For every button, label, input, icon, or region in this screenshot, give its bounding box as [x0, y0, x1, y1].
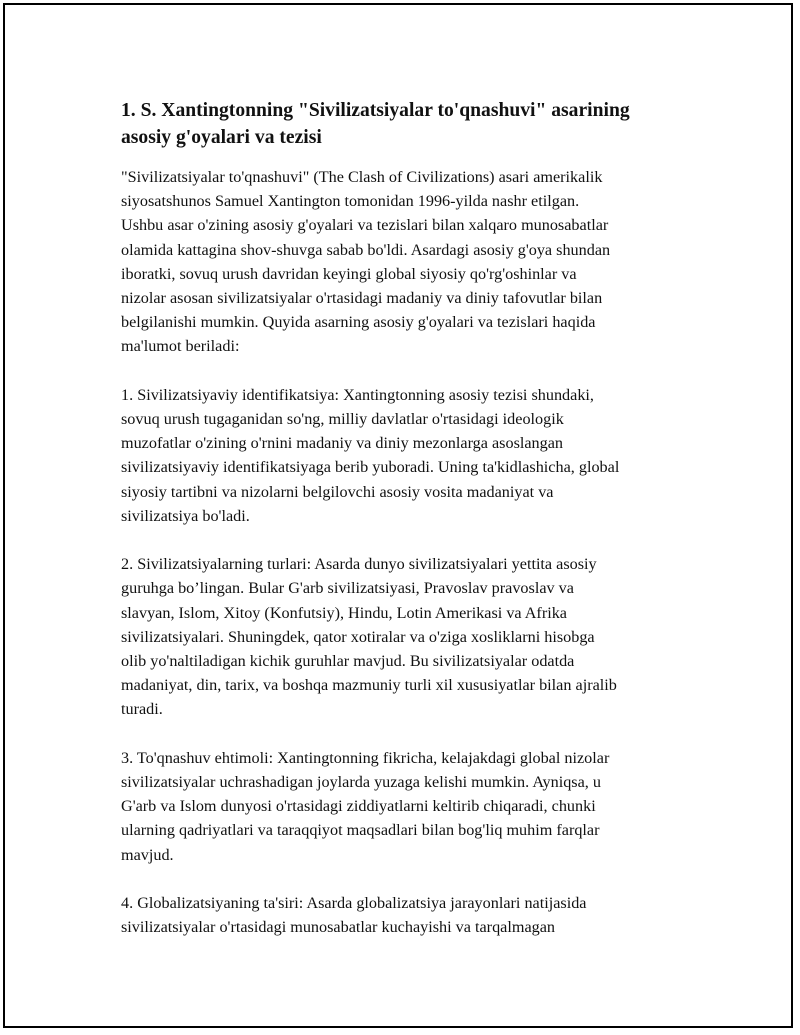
paragraph-point-4	[121, 891, 681, 939]
title-line: 1. S. Xantingtonning "Sivilizatsiyalar to'qnashuvi" asarining	[121, 100, 630, 121]
paragraph-point-1	[121, 383, 681, 528]
text-line: sivilizatsiyalar uchrashadigan joylarda yuzaga kelishi mumkin. Ayniqsa, u	[121, 773, 601, 792]
text-line: 3. To'qnashuv ehtimoli: Xantingtonning fikricha, kelajakdagi global nizolar	[121, 748, 610, 767]
text-line: 1. Sivilizatsiyaviy identifikatsiya: Xantingtonning asosiy tezisi shundaki,	[121, 385, 594, 404]
text-line: guruhga bo’lingan. Bular G'arb sivilizatsiyasi, Pravoslav pravoslav va	[121, 579, 574, 598]
text-line: olamida kattagina shov-shuvga sabab bo'ldi. Asardagi asosiy g'oya shundan	[121, 240, 611, 259]
text-line: sivilizatsiya bo'ladi.	[121, 506, 250, 525]
text-line: ularning qadriyatlari va taraqqiyot maqsadlari bilan bog'liq muhim farqlar	[121, 821, 600, 840]
text-line: "Sivilizatsiyalar to'qnashuvi" (The Clash of Civilizations) asari amerikalik	[121, 168, 603, 186]
title-line: asosiy g'oyalari va tezisi	[121, 127, 322, 148]
text-line: belgilanishi mumkin. Quyida asarning asosiy g'oyalari va tezislari haqida	[121, 313, 596, 332]
document-body	[121, 97, 681, 964]
text-line: G'arb va Islom dunyosi o'rtasidagi ziddiyatlarni keltirib chiqaradi, chunki	[121, 797, 596, 816]
text-line: sivilizatsiyalari. Shuningdek, qator xotiralar va o'ziga xosliklarni hisobga	[121, 627, 595, 646]
text-line: ma'lumot beriladi:	[121, 337, 240, 356]
text-line: muzofatlar o'zining o'rnini madaniy va diniy mezonlarga asoslangan	[121, 434, 564, 453]
text-line: olib yo'naltiladigan kichik guruhlar mavjud. Bu sivilizatsiyalar odatda	[121, 652, 575, 671]
page-frame	[3, 3, 793, 1028]
text-line: sivilizatsiyalar o'rtasidagi munosabatlar kuchayishi va tarqalmagan	[121, 918, 555, 937]
paragraph-point-3	[121, 746, 681, 867]
text-line: madaniyat, din, tarix, va boshqa mazmuniy turli xil xususiyatlar bilan ajralib	[121, 676, 617, 695]
text-line: siyosatshunos Samuel Xantington tomonidan 1996-yilda nashr etilgan.	[121, 192, 580, 211]
text-line: Ushbu asar o'zining asosiy g'oyalari va tezislari bilan xalqaro munosabatlar	[121, 216, 609, 235]
text-line: slavyan, Islom, Xitoy (Konfutsiy), Hindu, Lotin Amerikasi va Afrika	[121, 603, 567, 622]
text-line: siyosiy tartibni va nizolarni belgilovchi asosiy vosita madaniyat va	[121, 482, 554, 501]
document-title	[121, 97, 681, 151]
text-line: 2. Sivilizatsiyalarning turlari: Asarda dunyo sivilizatsiyalari yettita asosiy	[121, 555, 597, 574]
text-line: mavjud.	[121, 845, 174, 864]
text-line: sovuq urush tugaganidan so'ng, milliy davlatlar o'rtasidagi ideologik	[121, 410, 564, 429]
paragraph-point-2	[121, 552, 681, 721]
text-line: turadi.	[121, 700, 163, 719]
text-line: 4. Globalizatsiyaning ta'siri: Asarda globalizatsiya jarayonlari natijasida	[121, 894, 587, 913]
text-line: sivilizatsiyaviy identifikatsiyaga berib yuboradi. Uning ta'kidlashicha, global	[121, 458, 620, 477]
paragraph-intro	[121, 165, 681, 359]
text-line: iboratki, sovuq urush davridan keyingi global siyosiy qo'rg'oshinlar va	[121, 264, 577, 283]
text-line: nizolar asosan sivilizatsiyalar o'rtasidagi madaniy va diniy tafovutlar bilan	[121, 289, 603, 308]
